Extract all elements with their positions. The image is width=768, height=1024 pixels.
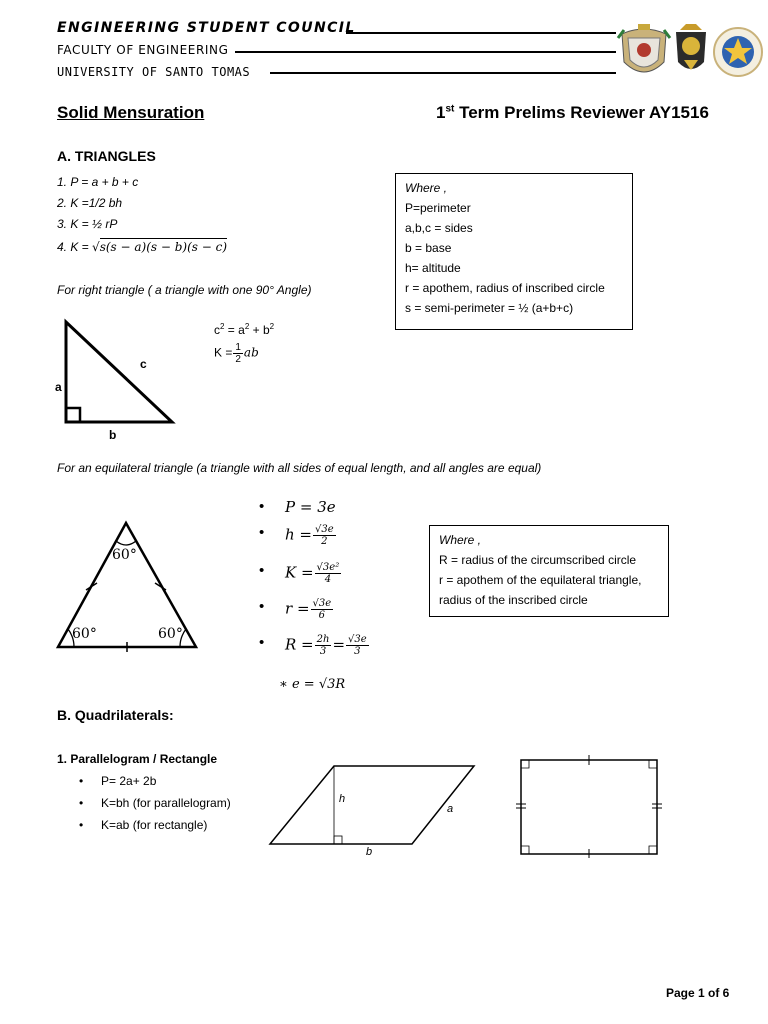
quad-formula-parallelogram-area: • K=bh (for parallelogram) (101, 796, 231, 810)
angle-left-label: 60° (72, 626, 97, 642)
legend-line: R = radius of the circumscribed circle (439, 553, 637, 567)
formula-1: 1. P = a + b + c (57, 175, 139, 189)
angle-right-label: 60° (158, 626, 183, 642)
triangles-heading: A. TRIANGLES (57, 148, 156, 164)
formula-circumradius: • R = $\frac{2h}{3}$ = $\frac{√3e}{3}$ (285, 634, 370, 657)
legend-line: r = apothem, radius of inscribed circle (405, 281, 605, 295)
page-number: Page 1 of 6 (666, 986, 730, 1000)
council-name: ENGINEERING STUDENT COUNCIL (57, 20, 356, 36)
header-rule (235, 51, 616, 53)
formula-3: 3. K = ½ rP (57, 217, 118, 231)
right-triangle-diagram (50, 312, 190, 437)
pythagorean-formula: $c^2 = a^2 + b^2$ (214, 322, 275, 337)
university-seal-logo (714, 28, 762, 76)
engineering-crest-logo (618, 24, 670, 72)
legend-line: P=perimeter (405, 201, 471, 215)
angle-top-label: 60° (112, 547, 137, 563)
label-base-b: b (366, 846, 373, 858)
legend-line: b = base (405, 241, 452, 255)
label-a: a (55, 380, 62, 394)
rectangle-diagram (514, 752, 664, 858)
header-rule (270, 72, 616, 74)
formula-area: • K = $\frac{\text{√3e²}}{4}$ (285, 562, 342, 585)
parallelogram-subheading: 1. Parallelogram / Rectangle (57, 752, 218, 766)
university-name: UNIVERSITY OF SANTO TOMAS (57, 65, 251, 79)
term-title: 1st Term Prelims Reviewer AY1516 (436, 103, 709, 122)
label-side-a: a (447, 803, 454, 815)
legend-line: radius of the inscribed circle (439, 593, 588, 607)
formula-2: 2. K =1/2 bh (57, 196, 123, 210)
legend-line: a,b,c = sides (405, 221, 473, 235)
right-area-formula: K = $\frac{1}{2}$ ab (214, 342, 259, 365)
quad-formula-perimeter: • P= 2a+ 2b (101, 774, 156, 788)
label-height: h (339, 793, 346, 805)
faculty-name: FACULTY OF ENGINEERING (57, 43, 229, 57)
legend-line: s = semi-perimeter = ½ (a+b+c) (405, 301, 574, 315)
label-b: b (109, 428, 117, 442)
legend-line: Where , (405, 181, 448, 195)
triangle-legend-box (395, 173, 633, 330)
formula-perimeter: • P = 3e (285, 498, 336, 516)
right-triangle-note: For right triangle ( a triangle with one 90° Angle) (57, 283, 312, 297)
equilateral-legend-box (429, 525, 669, 617)
quadrilaterals-heading: B. Quadrilaterals: (57, 707, 174, 723)
legend-line: h= altitude (405, 261, 461, 275)
faculty-seal-logo (676, 24, 706, 70)
formula-apothem: • r = $\frac{√3e}{6}$ (285, 598, 334, 621)
formula-4: 4. K = √s(s − a)(s − b)(s − c) (57, 240, 228, 254)
equilateral-note: For an equilateral triangle (a triangle with all sides of equal length, and all angles are equal) (57, 461, 542, 475)
legend-line: Where , (439, 533, 482, 547)
quad-formula-rectangle-area: • K=ab (for rectangle) (101, 818, 207, 832)
legend-line: r = apothem of the equilateral triangle, (439, 573, 642, 587)
logo-group (614, 20, 764, 84)
header-rule (346, 32, 616, 34)
subject-title: Solid Mensuration (57, 103, 205, 122)
formula-height: • h = $\frac{√3e}{2}$ (285, 524, 337, 547)
formula-side-from-R: ∗ e = √3R (279, 677, 346, 692)
label-c: c (140, 357, 147, 371)
